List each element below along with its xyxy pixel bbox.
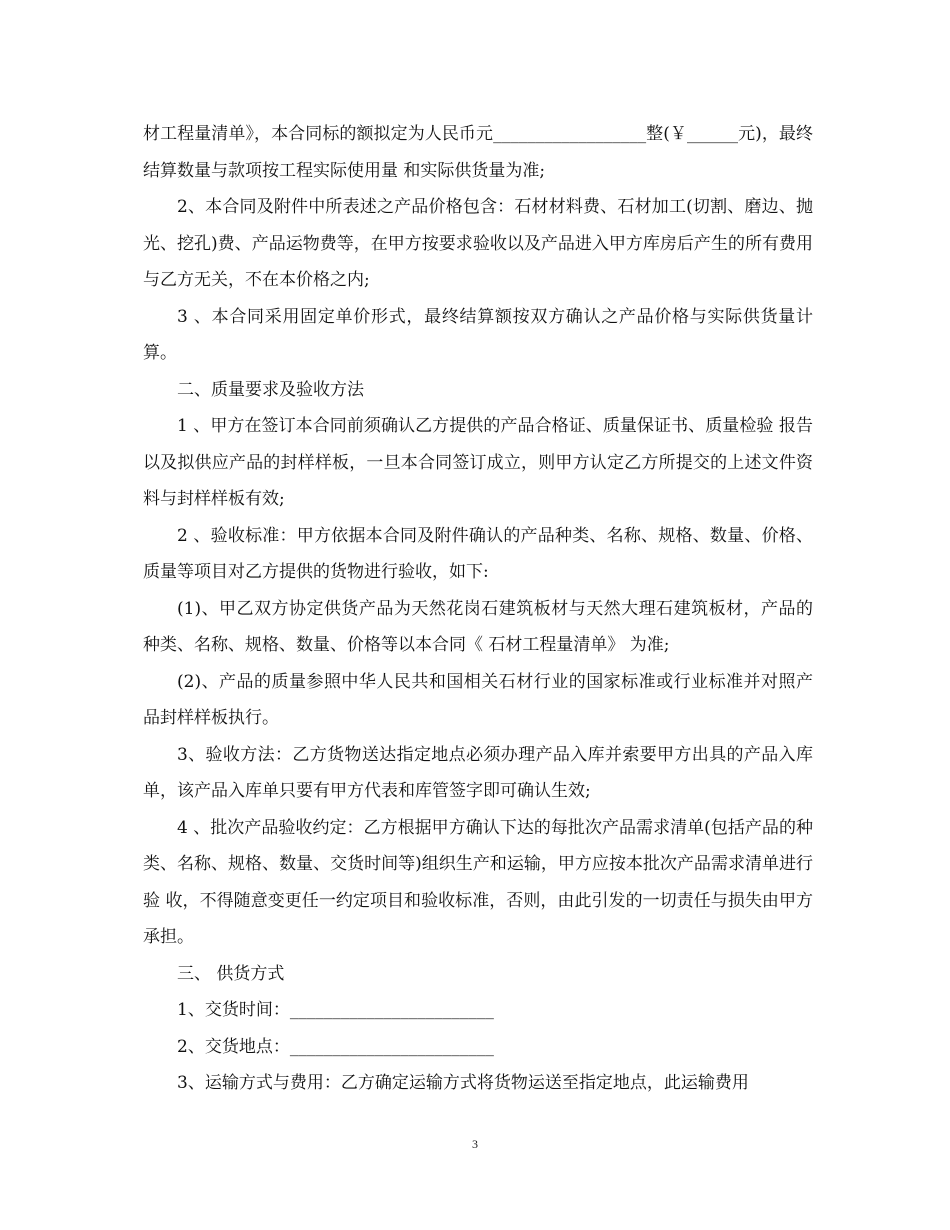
paragraph-6: (1)、甲乙双方协定供货产品为天然花岗石建筑板材与天然大理石建筑板材，产品的种类、名称、规格、数量、价格等以本合同《 石材工程量清单》 为准;	[143, 598, 813, 655]
paragraph-1: 2、本合同及附件中所表述之产品价格包含：石材材料费、石材加工(切割、磨边、抛光、挖孔)费、产品运物费等，在甲方按要求验收以及产品进入甲方库房后产生的所有费用与乙方无关，不在本价格之内;	[143, 197, 813, 290]
paragraph-4: 1 、甲方在签订本合同前须确认乙方提供的产品合格证、质量保证书、质量检验 报告以及拟供应产品的封样样板，一旦本合同签订成立，则甲方认定乙方所提交的上述文件资料与封样样板有效;	[143, 416, 813, 509]
section-heading-quality: 二、质量要求及验收方法	[177, 379, 364, 400]
paragraph-13: 3、运输方式与费用：乙方确定运输方式将货物运送至指定地点，此运输费用	[177, 1073, 749, 1093]
delivery-time-line: 1、交货时间：________________________	[177, 1000, 494, 1020]
delivery-location-line: 2、交货地点：________________________	[177, 1036, 494, 1057]
paragraph-7: (2)、产品的质量参照中华人民共和国相关石材行业的国家标准或行业标准并对照产品封样样板执行。	[143, 671, 813, 728]
paragraph-0: 材工程量清单》，本合同标的额拟定为人民币元__________________整(￥______元)，最终结算数量与款项按工程实际使用量 和实际供货量为准;	[143, 124, 813, 181]
paragraph-8: 3、验收方法：乙方货物送达指定地点必须办理产品入库并索要甲方出具的产品入库单，该产品入库单只要有甲方代表和库管签字即可确认生效;	[143, 744, 813, 801]
paragraph-2: 3 、本合同采用固定单价形式，最终结算额按双方确认之产品价格与实际供货量计算。	[143, 306, 813, 363]
section-heading-supply: 三、 供货方式	[177, 963, 285, 984]
page-number: 3	[472, 1137, 478, 1151]
document-body	[143, 116, 813, 1102]
paragraph-5: 2 、验收标准：甲方依据本合同及附件确认的产品种类、名称、规格、数量、价格、质量等项目对乙方提供的货物进行验收，如下:	[143, 525, 813, 582]
paragraph-9: 4 、批次产品验收约定：乙方根据甲方确认下达的每批次产品需求清单(包括产品的种类、名称、规格、数量、交货时间等)组织生产和运输，甲方应按本批次产品需求清单进行验 收，不得随意变更任一约定项目和验收标准，否则，由此引发的一切责任与损失由甲方承担。	[143, 817, 813, 947]
